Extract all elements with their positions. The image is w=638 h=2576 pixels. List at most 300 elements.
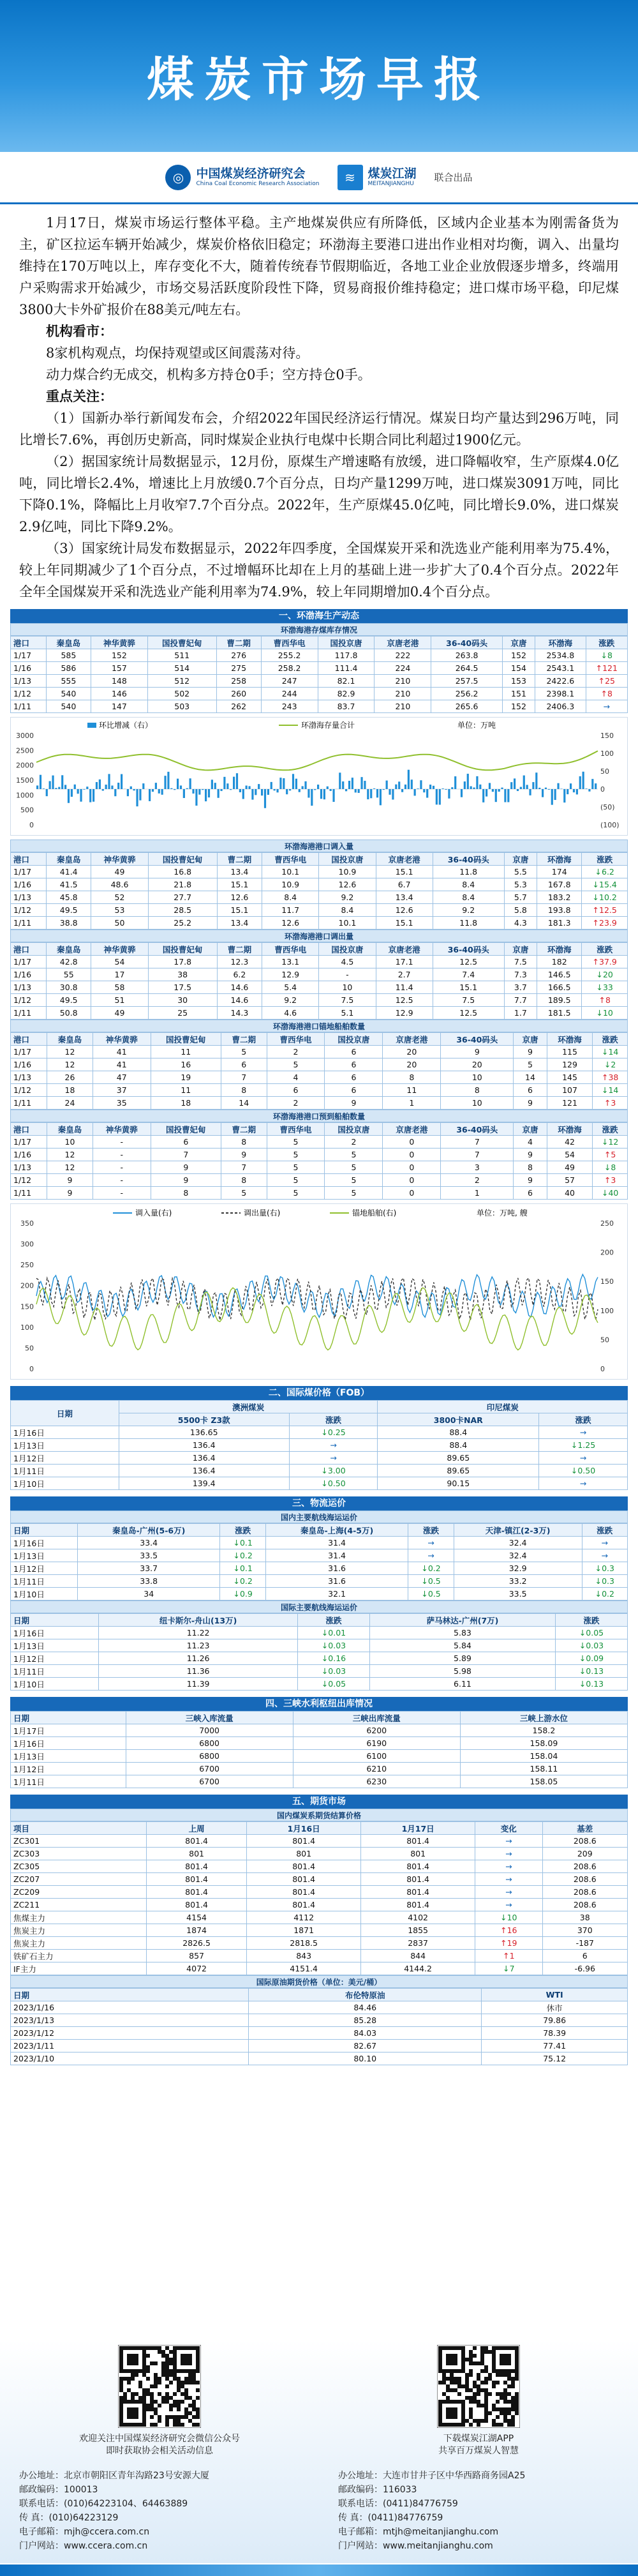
change-bar <box>342 781 344 789</box>
change-bar <box>548 789 550 790</box>
qr-module <box>127 2388 131 2392</box>
qr-module <box>484 2377 488 2381</box>
focus-item-1: （1）国新办举行新闻发布会，介绍2022年国民经济运行情况。煤炭日均产量达到296万吨，同比增长7.6%，再创历史新高，同时煤炭企业执行电煤中长期合同比利超过1900亿元。 <box>19 407 619 451</box>
change-bar <box>74 785 76 789</box>
qr-module <box>477 2361 480 2365</box>
qr-module <box>135 2415 138 2419</box>
contact-cceri <box>19 2469 300 2553</box>
qr-module <box>192 2369 196 2373</box>
table-cell: 158.09 <box>460 1737 627 1750</box>
change-bar <box>492 789 494 792</box>
joint-label: 联合出品 <box>434 170 473 184</box>
qr-module <box>158 2346 161 2350</box>
table-cell: 2023/1/16 <box>11 2001 249 2014</box>
column-header: 涨跌 <box>582 853 628 866</box>
table-cell: ↑1 <box>475 1950 542 1962</box>
change-bar <box>448 789 450 799</box>
intl-price-table <box>10 1400 628 1490</box>
table-cell: 54 <box>91 956 148 968</box>
mj-logo <box>338 165 417 190</box>
table-cell: 11.8 <box>433 866 504 878</box>
table-cell: ↓0.2 <box>220 1575 265 1588</box>
table-cell: 844 <box>361 1950 475 1962</box>
qr-module <box>184 2415 188 2419</box>
table-cell: 6230 <box>293 1775 460 1788</box>
qr-module <box>457 2400 461 2404</box>
change-bar <box>386 781 388 789</box>
qr-module <box>515 2392 519 2396</box>
qr-module <box>511 2407 515 2411</box>
qr-module <box>169 2358 173 2361</box>
table-title: 环渤海港存煤库存情况 <box>10 623 628 636</box>
qr-module <box>142 2419 146 2423</box>
change-bar <box>127 789 129 796</box>
column-header: 萨马林达-广州(7万) <box>369 1614 555 1627</box>
table-row <box>11 1439 628 1452</box>
qr-module <box>184 2388 188 2392</box>
table-cell: 111.4 <box>318 662 375 675</box>
table-cell: 14.6 <box>217 994 262 1007</box>
change-bar <box>286 789 288 794</box>
qr-module <box>196 2369 200 2373</box>
table-cell: - <box>319 968 376 981</box>
qr-module <box>119 2377 123 2381</box>
column-header: 基差 <box>542 1822 627 1835</box>
change-bar <box>411 780 413 789</box>
table-cell: ↓0.3 <box>582 1575 627 1588</box>
qr-module <box>484 2396 488 2400</box>
table-cell: 0 <box>383 1136 441 1149</box>
table-cell: ↓20 <box>582 968 628 981</box>
table-cell: ↓0.5 <box>408 1575 454 1588</box>
column-header: 港口 <box>11 1123 47 1136</box>
column-header: 国投曹妃甸 <box>151 1033 221 1046</box>
contact-line[interactable]: 门户网站：www.meitanjianghu.com <box>338 2539 619 2553</box>
qr-module <box>484 2388 488 2392</box>
contact-line: 办公地址：大连市甘井子区中华西路商务园A25 <box>338 2469 619 2483</box>
qr-module <box>438 2407 442 2411</box>
col-aus: 澳洲煤炭 <box>119 1401 378 1413</box>
table-cell: 12.3 <box>217 956 262 968</box>
table-cell: 1/13 <box>11 1071 47 1084</box>
table-cell: 5.8 <box>504 904 537 917</box>
section-bohai <box>10 609 628 1380</box>
column-header: 日期 <box>11 1614 99 1627</box>
table-cell: 7.5 <box>433 994 504 1007</box>
table-cell: 5.98 <box>369 1665 555 1678</box>
table-cell: 17.8 <box>148 956 217 968</box>
qr-module <box>461 2350 465 2354</box>
contact-line: 传 真：(010)64223129 <box>19 2511 300 2525</box>
qr-module <box>469 2361 473 2365</box>
qr-module <box>181 2423 184 2427</box>
table-row <box>11 1136 628 1149</box>
column-header: 京唐老港 <box>376 943 433 956</box>
table-cell: → <box>475 1886 542 1899</box>
qr-module <box>488 2411 492 2415</box>
axis-tick-label: (100) <box>600 821 619 829</box>
change-bar <box>373 788 375 789</box>
qr-module <box>119 2400 123 2404</box>
qr-module <box>492 2423 496 2427</box>
intro-text <box>0 204 638 603</box>
qr-module <box>119 2396 123 2400</box>
change-bar <box>567 789 568 794</box>
change-bar <box>467 774 469 789</box>
table-cell: 256.2 <box>431 688 502 700</box>
table-cell: 224 <box>375 662 431 675</box>
change-bar <box>180 785 182 789</box>
qr-module <box>515 2407 519 2411</box>
change-bar <box>370 789 372 798</box>
column-header: 曹二期 <box>221 1033 267 1046</box>
table-cell: 1 <box>441 1187 514 1200</box>
table-cell: 5 <box>221 1187 267 1200</box>
wechat-qr-icon[interactable] <box>118 2345 201 2428</box>
table-cell: 208.6 <box>542 1860 627 1873</box>
column-header: 国投曹妃甸 <box>148 943 217 956</box>
qr-module <box>173 2392 177 2396</box>
table-cell: 15.1 <box>433 981 504 994</box>
qr-module <box>131 2377 135 2381</box>
table-cell: 9.2 <box>433 904 504 917</box>
table-cell: 148 <box>91 675 147 688</box>
qr-module <box>127 2407 131 2411</box>
qr-module <box>177 2400 181 2404</box>
qr-module <box>480 2350 484 2354</box>
column-header: 神华黄骅 <box>93 1033 151 1046</box>
table-cell: 12.6 <box>217 891 262 904</box>
chart-unit: 单位：万吨, 艘 <box>477 1208 528 1217</box>
qr-module <box>142 2388 146 2392</box>
table-cell: 5.1 <box>319 1007 376 1020</box>
table-row <box>11 1899 628 1911</box>
table-cell: 13.4 <box>217 917 262 930</box>
axis-tick-label: 150 <box>600 732 614 740</box>
qr-module <box>188 2369 192 2373</box>
table-row <box>11 2001 628 2014</box>
column-header: 神华黄骅 <box>91 853 148 866</box>
qr-module <box>188 2373 192 2377</box>
qr-module <box>188 2361 192 2365</box>
table-cell: 12 <box>47 1058 93 1071</box>
change-bar <box>510 782 512 789</box>
qr-module <box>161 2396 165 2400</box>
table-cell: 152 <box>91 649 147 662</box>
table-cell: ↑121 <box>586 662 627 675</box>
table-row <box>11 1465 628 1477</box>
qr-module <box>477 2377 480 2381</box>
table-cell: 7 <box>441 1149 514 1161</box>
table-row <box>11 2027 628 2040</box>
column-header: 1月17日 <box>361 1822 475 1835</box>
change-bar <box>49 781 51 789</box>
change-bar <box>563 789 565 802</box>
table-cell: 38 <box>542 1911 627 1924</box>
qr-module <box>454 2369 457 2373</box>
change-bar <box>317 785 319 789</box>
qr-module <box>138 2384 142 2388</box>
table-cell: ↓2 <box>593 1058 628 1071</box>
table-row <box>11 1549 628 1562</box>
qr-module <box>500 2369 503 2373</box>
change-bar <box>573 789 575 792</box>
qr-module <box>492 2384 496 2388</box>
table-cell: 20 <box>441 1058 514 1071</box>
table-cell: 6 <box>514 1187 547 1200</box>
mj-en-name: MEITANJIANGHU <box>368 181 417 187</box>
qr-module <box>515 2361 519 2365</box>
qr-module <box>450 2423 454 2427</box>
change-bar <box>133 789 135 790</box>
table-cell: 49 <box>91 1007 148 1020</box>
table-cell: 1月16日 <box>11 1627 99 1639</box>
table-cell: ↓0.5 <box>408 1588 454 1601</box>
axis-tick-label: 0 <box>600 1365 605 1373</box>
qr-module <box>446 2354 450 2358</box>
qr-module <box>165 2373 169 2377</box>
contact-line[interactable]: 门户网站：www.ccera.com.cn <box>19 2539 300 2553</box>
axis-tick-label: 150 <box>600 1277 614 1286</box>
table-cell: 19 <box>151 1071 221 1084</box>
qr-module <box>492 2419 496 2423</box>
table-cell: 15.1 <box>217 904 262 917</box>
table-row <box>11 1775 628 1788</box>
qr-module <box>142 2411 146 2415</box>
table-cell: 31.4 <box>265 1537 408 1549</box>
table-cell: → <box>586 700 627 713</box>
column-header: 神华黄骅 <box>93 1123 151 1136</box>
axis-tick-label: 50 <box>600 767 609 776</box>
table-cell: 0 <box>383 1174 441 1187</box>
table-cell: 801.4 <box>147 1860 247 1873</box>
qr-module <box>473 2381 477 2384</box>
qr-module <box>473 2384 477 2388</box>
table-cell: 40 <box>547 1187 593 1200</box>
table-row <box>11 1911 628 1924</box>
qr-module <box>192 2404 196 2407</box>
qr-module <box>450 2400 454 2404</box>
table-cell: 49 <box>91 866 148 878</box>
qr-module <box>477 2400 480 2404</box>
qr-module <box>477 2388 480 2392</box>
focus-item-2: （2）据国家统计局数据显示，12月份，原煤生产增速略有放缓，进口降幅收窄，生产原煤4.0亿吨，同比增长2.4%，增速比上月放缓0.7个百分点，日均产量1299万吨，进口煤炭3091万吨，同比下降0.1%，降幅比上月收窄7.7个百分点。2022年，生产原煤45.0亿吨，同比增长9.0%，进口煤炭2.9亿吨，同比下降9.2%。 <box>19 451 619 538</box>
change-bar <box>152 789 154 792</box>
qr-module <box>150 2400 154 2404</box>
table-cell: 33.8 <box>77 1575 220 1588</box>
table-cell: 1/12 <box>11 904 47 917</box>
change-bar <box>398 781 400 789</box>
qr-module <box>181 2369 184 2373</box>
table-cell: 1855 <box>361 1924 475 1937</box>
section-title: 一、环渤海生产动态 <box>10 609 628 623</box>
column-header: 涨跌 <box>555 1614 627 1627</box>
table-row <box>11 1174 628 1187</box>
qr-right <box>345 2345 612 2457</box>
qr-module <box>484 2407 488 2411</box>
change-bar <box>523 776 525 789</box>
table-cell: → <box>582 1537 627 1549</box>
qr-module <box>450 2361 454 2365</box>
qr-module <box>165 2419 169 2423</box>
table-cell: 12.6 <box>319 878 376 891</box>
table-row <box>11 649 628 662</box>
change-bar <box>258 784 260 789</box>
table-cell: 158.04 <box>460 1750 627 1763</box>
table-cell: ↓8 <box>586 649 627 662</box>
table-cell: → <box>408 1549 454 1562</box>
table-cell: 8 <box>221 1136 267 1149</box>
qr-module <box>446 2423 450 2427</box>
change-bar <box>302 786 304 789</box>
table-cell: 2826.5 <box>147 1937 247 1950</box>
column-header: 曹西华电 <box>262 943 319 956</box>
table-cell: 5 <box>267 1136 325 1149</box>
table-cell: 6100 <box>293 1750 460 1763</box>
change-bar <box>489 783 491 789</box>
table-cell: 31.6 <box>265 1562 408 1575</box>
table-cell: 511 <box>147 649 216 662</box>
table-cell: 107 <box>547 1084 593 1097</box>
qr-module <box>454 2358 457 2361</box>
qr-module <box>127 2381 131 2384</box>
qr-module <box>173 2419 177 2423</box>
change-bar <box>130 787 132 789</box>
app-qr-icon[interactable] <box>437 2345 520 2428</box>
table-cell: 8 <box>383 1071 441 1084</box>
axis-tick-label: 200 <box>20 1282 34 1290</box>
qr-module <box>184 2407 188 2411</box>
table-cell: 146 <box>91 688 147 700</box>
table-cell: - <box>93 1136 151 1149</box>
qr-module <box>154 2361 158 2365</box>
qr-module <box>150 2361 154 2365</box>
table-cell: ↓0.50 <box>539 1465 628 1477</box>
qr-module <box>131 2361 135 2365</box>
qr-module <box>188 2377 192 2381</box>
qr-module <box>196 2388 200 2392</box>
qr-module <box>503 2381 507 2384</box>
table-cell: 9 <box>441 1046 514 1058</box>
change-bar <box>55 788 57 789</box>
table-cell: 27.7 <box>148 891 217 904</box>
table-cell: 7.5 <box>504 956 537 968</box>
qr-module <box>131 2423 135 2427</box>
qr-module <box>503 2369 507 2373</box>
table-cell: 145 <box>547 1071 593 1084</box>
column-header: WTI <box>482 1989 628 2001</box>
intl-freight-table <box>10 1613 628 1691</box>
table-row <box>11 700 628 713</box>
qr-module <box>127 2400 131 2404</box>
qr-module <box>442 2373 446 2377</box>
qr-module <box>450 2369 454 2373</box>
qr-module <box>146 2354 150 2358</box>
qr-module <box>158 2392 161 2396</box>
qr-module <box>454 2377 457 2381</box>
qr-module <box>165 2396 169 2400</box>
change-bar <box>279 778 281 789</box>
table-row <box>11 1084 628 1097</box>
table-cell: 15.1 <box>217 878 262 891</box>
qr-module <box>131 2346 135 2350</box>
stock-chart-svg <box>11 718 627 832</box>
table-cell: 6 <box>325 1058 383 1071</box>
table-cell: 6 <box>325 1084 383 1097</box>
table-row <box>11 2053 628 2065</box>
change-bar <box>470 787 472 789</box>
table-header-row <box>11 853 628 866</box>
table-cell: ↓0.01 <box>297 1627 369 1639</box>
total-line <box>36 751 598 770</box>
qr-module <box>188 2396 192 2400</box>
table-cell: 49 <box>547 1161 593 1174</box>
table-cell: 1/13 <box>11 891 47 904</box>
column-header: 京唐老港 <box>376 853 433 866</box>
table-row <box>11 1873 628 1886</box>
qr-module <box>127 2358 131 2361</box>
change-bar <box>585 788 587 789</box>
column-header: 曹西华电 <box>267 1123 325 1136</box>
table-cell: 82.9 <box>318 688 375 700</box>
table-cell: 1/16 <box>11 968 47 981</box>
table-cell: 1月11日 <box>11 1775 126 1788</box>
qr-module <box>492 2407 496 2411</box>
qr-module <box>173 2361 177 2365</box>
qr-module <box>507 2407 511 2411</box>
qr-module <box>469 2400 473 2404</box>
logo-row <box>0 152 638 204</box>
qr-module <box>135 2361 138 2365</box>
change-bar <box>283 778 285 789</box>
table-cell: 5 <box>267 1187 325 1200</box>
change-bar <box>545 788 547 789</box>
table-cell: 17.1 <box>376 956 433 968</box>
col-indo-price: 3800卡NAR <box>378 1413 539 1426</box>
change-bar <box>383 789 385 790</box>
qr-module <box>438 2361 442 2365</box>
table-cell: 243 <box>261 700 318 713</box>
change-bar <box>595 783 597 789</box>
qr-module <box>484 2369 488 2373</box>
table-cell: 11.23 <box>99 1639 298 1652</box>
table-row <box>11 1665 628 1678</box>
stock-table <box>10 636 628 713</box>
table-cell: 31.4 <box>265 1549 408 1562</box>
qr-module <box>150 2404 154 2407</box>
qr-module <box>503 2392 507 2396</box>
mj-emblem-icon: ≋ <box>338 165 363 190</box>
table-cell: 136.4 <box>119 1439 289 1452</box>
table-cell: 1月12日 <box>11 1763 126 1775</box>
table-cell: 9 <box>47 1187 93 1200</box>
qr-module <box>135 2423 138 2427</box>
table-cell: 7.3 <box>504 968 537 981</box>
table-cell: 275 <box>216 662 261 675</box>
section-futures <box>10 1795 628 2065</box>
qr-module <box>496 2423 500 2427</box>
axis-tick-label: 50 <box>600 1336 609 1344</box>
column-header: 京唐老港 <box>383 1033 441 1046</box>
qr-module <box>173 2346 177 2350</box>
qr-module <box>165 2354 169 2358</box>
qr-module <box>142 2404 146 2407</box>
table-cell: 13.4 <box>376 891 433 904</box>
table-cell: 8.4 <box>262 891 319 904</box>
axis-tick-label: 200 <box>600 1249 614 1257</box>
column-header: 京唐 <box>504 853 537 866</box>
change-bar <box>348 781 350 789</box>
